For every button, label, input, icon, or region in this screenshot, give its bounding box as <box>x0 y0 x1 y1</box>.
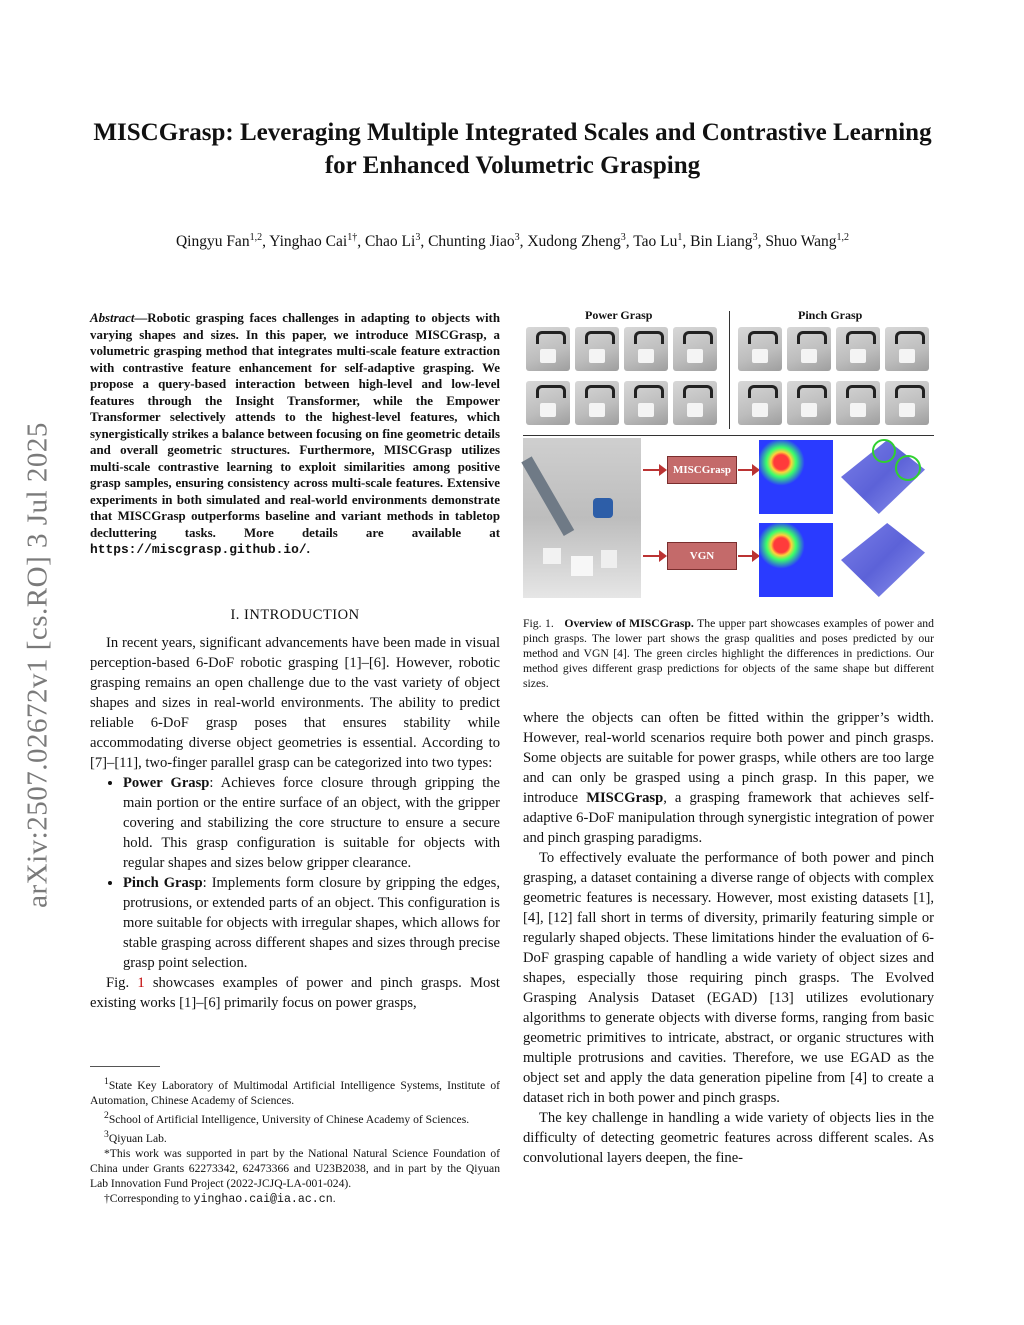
author-name: Yinghao Cai$^{1\dagger}$ <box>269 232 358 251</box>
highlight-circle-icon <box>872 439 896 463</box>
power-grasp-photo <box>575 381 619 425</box>
caption-title: Overview of MISCGrasp. <box>564 617 694 630</box>
intro-paragraph-2-text: showcases examples of power and pinch grasps. Most existing works [1]–[6] primarily focus on power grasps, <box>90 975 500 1011</box>
pinch-grasp-photo <box>738 381 782 425</box>
right-paragraph-1-text: , a grasping framework that achieves self-adaptive 6-DoF manipulation through synergistic integration of power and pinch grasping paradigms. <box>523 790 934 846</box>
intro-paragraph-1: In recent years, significant advancements have been made in visual perception-based 6-DoF robotic grasping [1]–[6]. However, robotic grasping remains an open challenge due to the vast variety of object shapes and sizes in real-world environments. The ability to predict reliable 6-DoF grasp poses that ensures stability while accommodating diverse object geometries is essential. According to [7]–[11], two-finger parallel grasp can be categorized into two types: <box>90 635 500 771</box>
footnote-text: Qiyuan Lab. <box>108 1131 167 1145</box>
caption-label: Fig. 1. <box>523 617 554 630</box>
power-grasp-photo <box>624 381 668 425</box>
footnote-text: School of Artificial Intelligence, University of Chinese Academy of Sciences. <box>108 1112 470 1126</box>
intro-paragraph-2 <box>90 973 500 1013</box>
pinch-grasp-label: Pinch Grasp <box>798 308 863 322</box>
arrow-icon <box>643 555 661 557</box>
footnote-rule <box>90 1066 160 1067</box>
introduction-left <box>90 633 500 1013</box>
footnote-mark: 3 <box>104 1128 109 1140</box>
list-item-power-grasp <box>123 773 500 873</box>
caption-text: The upper part showcases examples of power and pinch grasps. The lower part shows the grasp qualities and poses predicted by our method and VGN [4]. The green circles highlight the differences in predictions. Our method gives different grasp predictions for objects of the same shape but different sizes. <box>523 617 934 690</box>
arrow-icon <box>643 469 661 471</box>
footnote-mark: 1 <box>104 1076 109 1087</box>
method-box-miscgrasp: MISCGrasp <box>667 456 737 484</box>
abstract-dash: — <box>134 311 148 325</box>
author-name: Chao Li$^3$ <box>364 232 421 251</box>
footnotes <box>90 1074 500 1207</box>
right-paragraph-2: To effectively evaluate the performance of both power and pinch grasping, a dataset containing a diverse range of objects with complex geometric features is necessary. However, most existing datasets [1], [4], [12] fall short in terms of diversity, primarily featuring simple or regularly shaped objects. These limitations hinder the evaluation of 6-DoF grasping capable of handling a wide variety of object sizes and shapes, especially those requiring pinch grasps. The Evolved Grasping Analysis Dataset (EGAD) [13] utilizes evolutionary algorithms to generate objects with diverse forms, ranging from basic geometric primitives to intricate, abstract, or organic structures with multiple protrusions and cavities. Therefore, we use EGAD as the object set and apply the data generation pipeline from [4] to create a dataset rich in both power and pinch grasps. <box>523 850 934 1106</box>
right-paragraph-1-text: where the objects can often be fitted within the gripper’s width. However, real-world scenarios require both power and pinch grasps. Some objects are suitable for power grasps, while others are too large and can only be grasped using a pinch grasp. In this paper, we introduce <box>523 710 934 806</box>
figure-1 <box>523 303 934 603</box>
author-affiliation-mark: 1 <box>677 232 683 243</box>
right-paragraph-1 <box>523 708 934 848</box>
arxiv-sidebar <box>18 380 58 950</box>
footnote-1 <box>90 1074 500 1108</box>
author-affiliation-mark: 3 <box>415 232 421 243</box>
object-shape <box>543 548 561 564</box>
figure-ref-link[interactable]: 1 <box>137 975 145 991</box>
object-shape <box>571 556 593 576</box>
author-affiliation-mark: 1,2 <box>249 232 263 243</box>
author-name: Shuo Wang$^{1,2}$ <box>765 232 850 251</box>
pinch-grasp-photo <box>885 327 929 371</box>
highlight-circle-icon <box>895 455 921 481</box>
fig-ref-prefix: Fig. <box>106 975 130 991</box>
author-affiliation-mark: 3 <box>514 232 520 243</box>
footnote-mark: 2 <box>104 1109 109 1121</box>
method-name-bold: MISCGrasp <box>586 790 664 806</box>
footnote-funding: *This work was supported in part by the National Natural Science Foundation of China under Grants 62273342, 62473366 and U23B2038, and in part by the Qiyuan Lab Innovation Fund Project (2022-JCJQ-LA-001-024). <box>90 1146 500 1190</box>
pinch-grasp-photo <box>836 327 880 371</box>
footnote-3 <box>90 1127 500 1146</box>
figure-divider-horizontal <box>523 435 934 436</box>
pinch-grasp-term: Pinch Grasp <box>123 875 203 891</box>
footnote-text: †Corresponding to <box>104 1191 191 1205</box>
arrow-icon <box>738 469 754 471</box>
object-shape <box>601 550 617 568</box>
project-url-link[interactable]: https://miscgrasp.github.io/ <box>90 542 307 557</box>
grasp-quality-heatmap-miscgrasp <box>759 440 833 514</box>
pinch-grasp-photo <box>787 327 831 371</box>
arxiv-identifier: arXiv:2507.02672v1 [cs.RO] 3 Jul 2025 <box>21 422 54 908</box>
corresponding-email-link[interactable]: yinghao.cai@ia.ac.cn <box>193 1192 333 1206</box>
author-affiliation-mark: 1† <box>347 232 358 243</box>
introduction-right <box>523 708 934 1168</box>
author-affiliation-mark: 3 <box>620 232 626 243</box>
author-name: Qingyu Fan$^{1,2}$ <box>175 232 263 251</box>
pinch-grasp-text: : Implements form closure by gripping the edges, protrusions, or extended parts of an object. This configuration is more suitable for objects with irregular shapes, which allows for stable grasping across different shapes and sizes through precise grasp point selection. <box>123 875 500 971</box>
footnote-2 <box>90 1108 500 1127</box>
power-grasp-text: : Achieves force closure through gripping the main portion or the entire surface of an object, with the gripper covering and stabilizing the core structure to ensure a secure hold. This grasp configuration is suitable for objects with regular shapes and sizes below gripper clearance. <box>123 775 500 871</box>
robot-joint-shape <box>593 498 613 518</box>
right-paragraph-3: The key challenge in handling a wide variety of objects lies in the difficulty of detecting geometric features across different scales. As convolutional layers deepen, the fine- <box>523 1110 934 1166</box>
author-name: Bin Liang$^3$ <box>690 232 758 251</box>
author-name: Xudong Zheng$^3$ <box>527 232 626 251</box>
footnote-end: . <box>332 1191 336 1205</box>
author-name: Chunting Jiao$^3$ <box>428 232 520 251</box>
figure-1-caption <box>523 616 934 691</box>
robot-arm-shape <box>521 456 574 536</box>
abstract <box>90 310 500 559</box>
power-grasp-photo <box>624 327 668 371</box>
abstract-text: Robotic grasping faces challenges in adapting to objects with varying shapes and sizes. In this paper, we introduce MISCGrasp, a volumetric grasping method that integrates multi-scale feature extraction with contrastive feature enhancement for self-adaptive grasping. We propose a query-based interaction between high-level and low-level features through the Insight Transformer, while the Empower Transformer selectively attends to the highest-level features, which synergistically strikes a balance between focusing on fine geometric details and overall geometric structures. Furthermore, MISCGrasp utilizes multi-scale contrastive learning to exploit similarities among positive grasp samples, ensuring consistency across multi-scale features. Extensive experiments in both simulated and real-world environments demonstrate that MISCGrasp outperforms baseline and variant methods in tabletop decluttering tasks. More details are available at <box>90 311 500 540</box>
pinch-grasp-photo <box>787 381 831 425</box>
footnote-text: State Key Laboratory of Multimodal Artificial Intelligence Systems, Institute of Automation, Chinese Academy of Sciences. <box>90 1078 500 1107</box>
section-heading-introduction: I. INTRODUCTION <box>230 607 360 623</box>
abstract-end: . <box>306 542 310 556</box>
author-affiliation-mark: 1,2 <box>836 232 850 243</box>
power-grasp-photo <box>526 381 570 425</box>
pinch-grasp-photo <box>738 327 782 371</box>
abstract-label: Abstract <box>90 311 135 325</box>
grasp-type-list <box>90 773 500 973</box>
grasp-pose-visualization-vgn <box>841 523 925 597</box>
power-grasp-photo <box>526 327 570 371</box>
pinch-grasp-photo <box>885 381 929 425</box>
author-affiliation-mark: 3 <box>752 232 758 243</box>
list-item-pinch-grasp <box>123 873 500 973</box>
robot-scene-photo <box>523 438 641 598</box>
arrow-icon <box>738 555 754 557</box>
author-list: Qingyu Fan$^{1,2}$, Yinghao Cai$^{1\dagger}$, Chao Li$^3$, Chunting Jiao$^3$, Xudong Zheng$^3$, Tao Lu$^1$, Bin Liang$^3$, Shuo Wang$^{1,2}$ <box>175 232 850 251</box>
power-grasp-photo <box>575 327 619 371</box>
method-box-vgn: VGN <box>667 542 737 570</box>
power-grasp-label: Power Grasp <box>585 308 653 322</box>
author-name: Tao Lu$^1$ <box>633 232 683 251</box>
footnote-corresponding <box>90 1191 500 1207</box>
grasp-quality-heatmap-vgn <box>759 523 833 597</box>
figure-divider-vertical <box>729 311 730 429</box>
pinch-grasp-photo <box>836 381 880 425</box>
paper-title: MISCGrasp: Leveraging Multiple Integrated Scales and Contrastive Learning for Enhanced Volumetric Grasping <box>93 119 932 179</box>
power-grasp-term: Power Grasp <box>123 775 210 791</box>
power-grasp-photo <box>673 327 717 371</box>
power-grasp-photo <box>673 381 717 425</box>
